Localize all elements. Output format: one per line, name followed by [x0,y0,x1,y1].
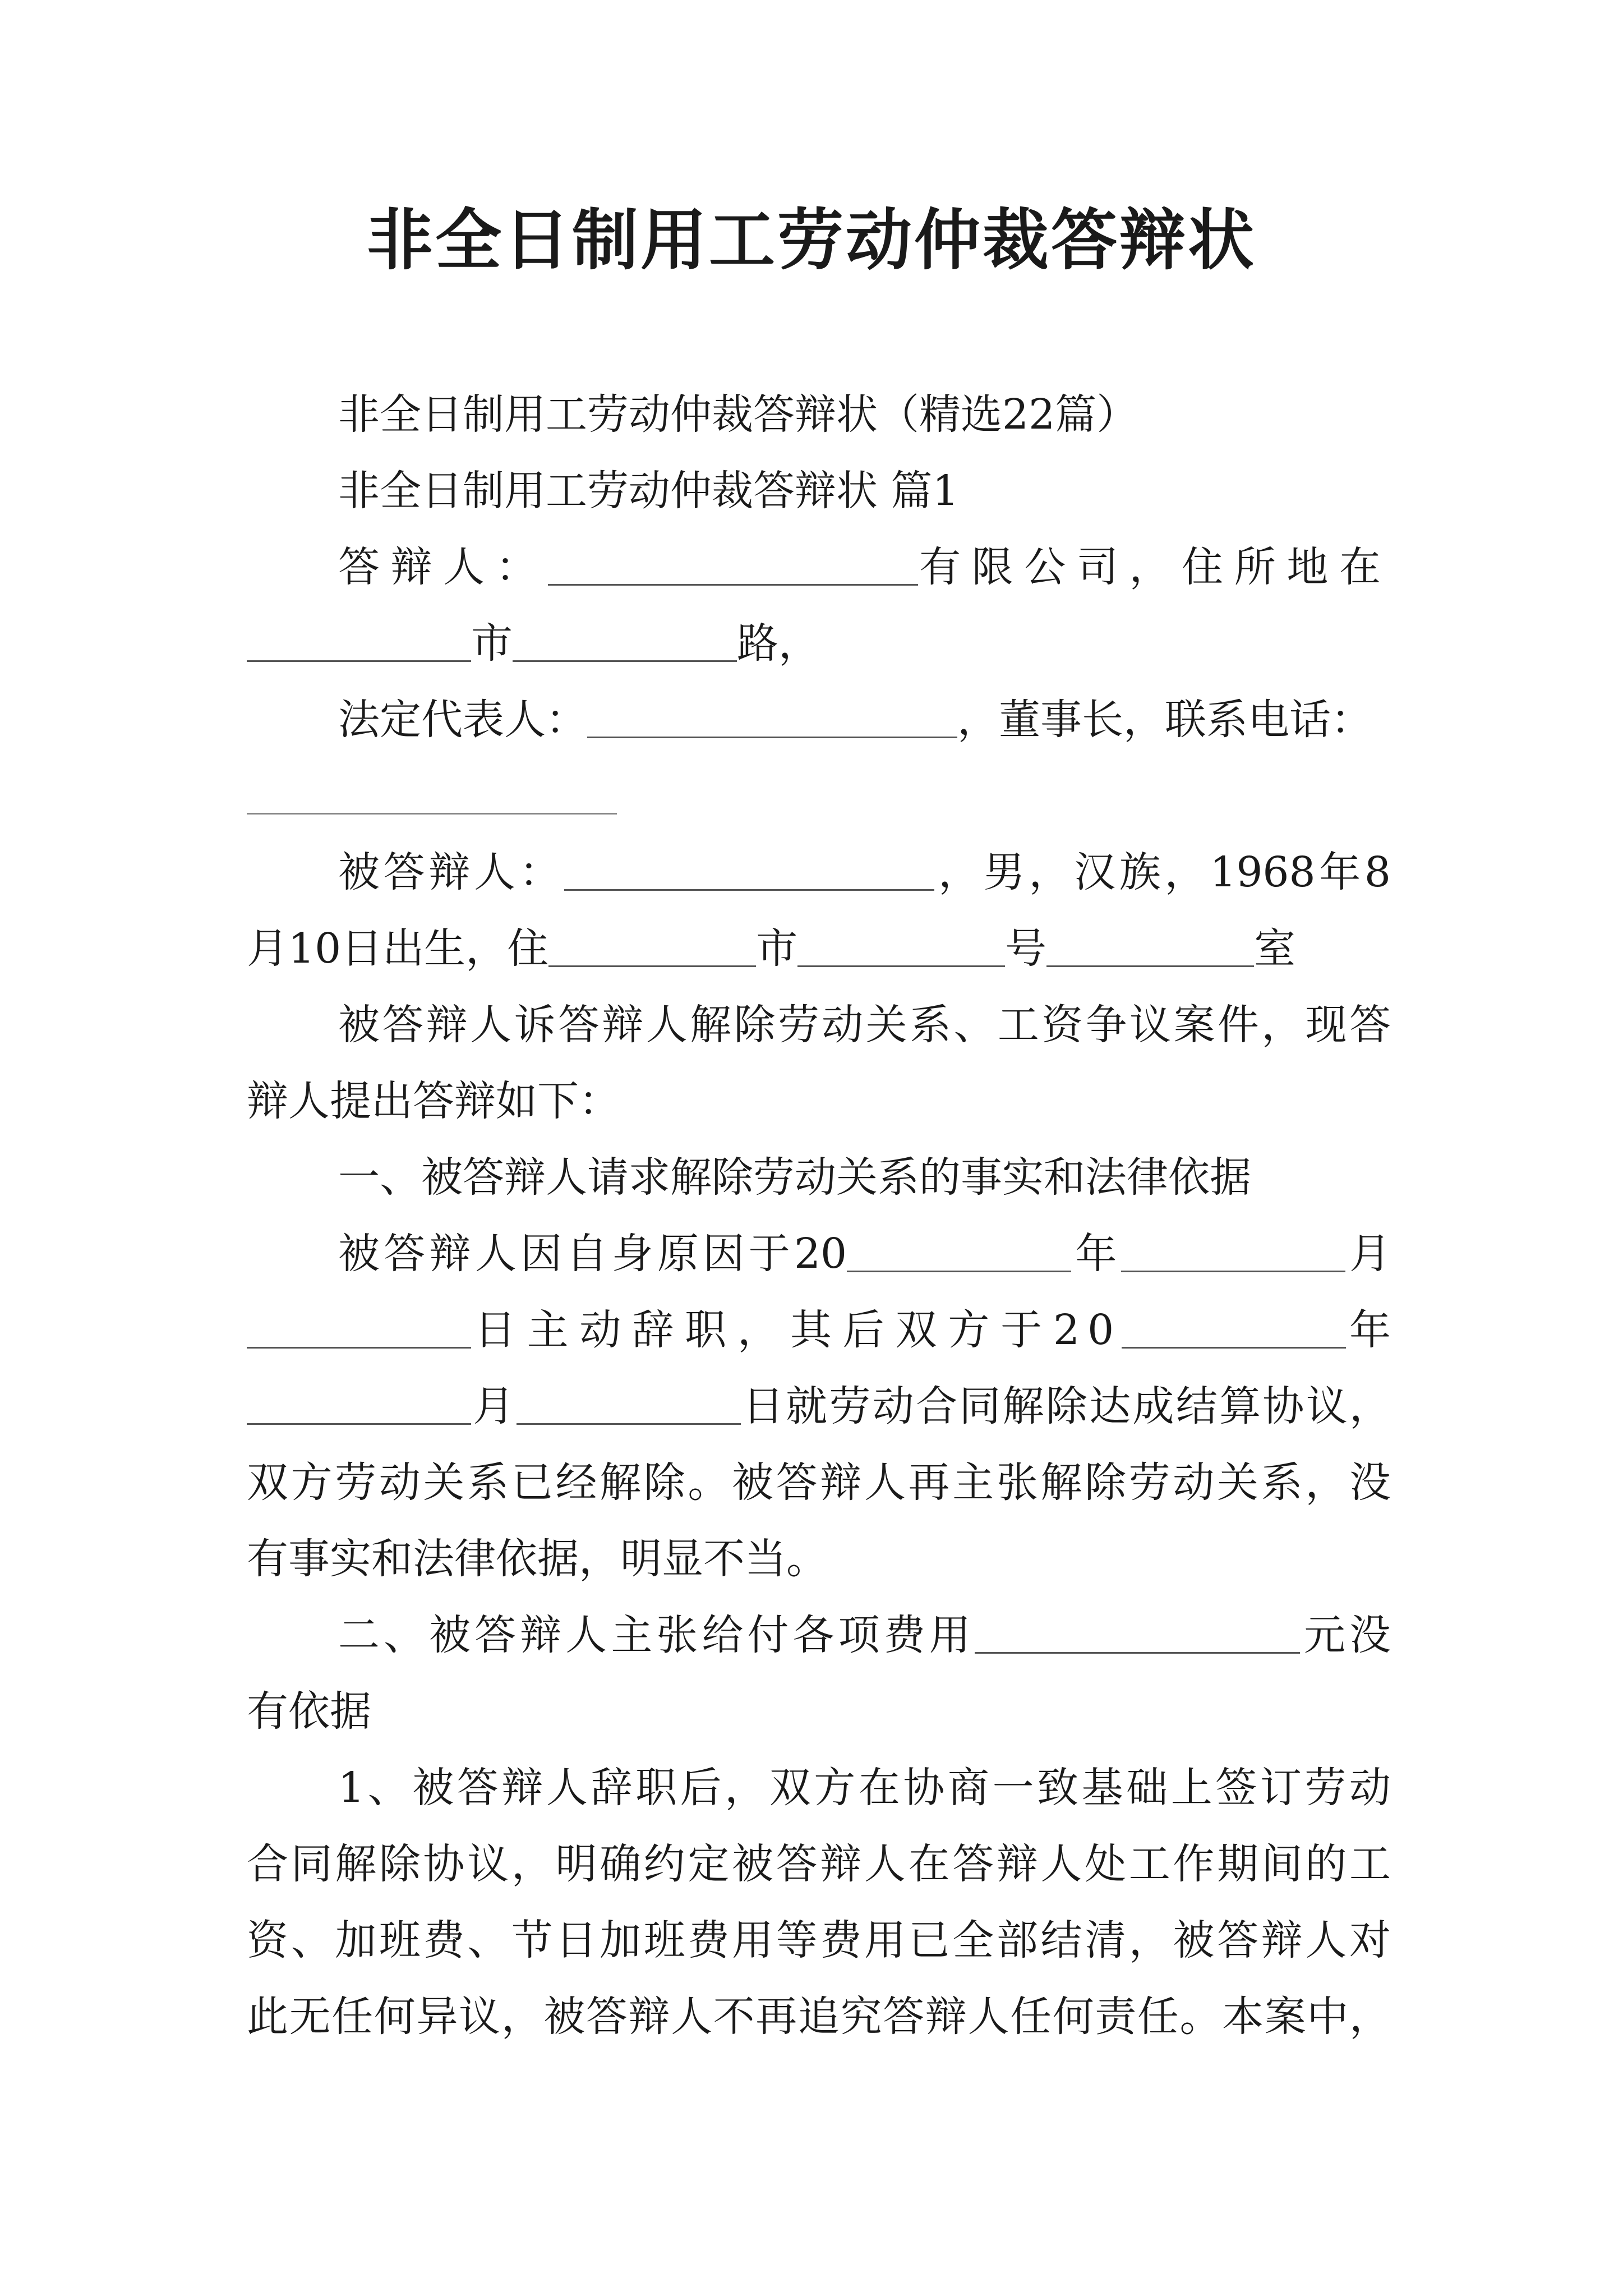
point2-para-line-1: 1、被答辩人辞职后，双方在协商一致基础上签订劳动 [338,1764,1391,1812]
point1-l3a: 月 [471,1382,517,1430]
blank-legal-rep [587,695,957,738]
respondent-road: 路， [737,619,820,668]
subtitle: 非全日制用工劳动仲裁答辩状（精选22篇） [338,390,1138,439]
point1-l1b: 年 [1071,1230,1121,1278]
blank-phone [247,771,617,815]
blank-claimant-name [564,848,934,891]
claimant-city: 市 [756,924,798,973]
point1-line-1 [338,1223,1391,1285]
legal-rep-line [338,689,1391,751]
blank-claimant-city [548,924,756,967]
blank-day-2 [517,1382,741,1425]
point2-heading-b: 元没 [1299,1611,1391,1659]
document-title: 非全日制用工劳动仲裁答辩状 [366,201,1256,279]
blank-claimant-number [797,924,1005,967]
point2-heading-c: 有依据 [247,1687,371,1736]
blank-company [548,542,918,586]
point1-line-5: 有事实和法律依据，明显不当。 [247,1535,828,1583]
claimant-address-line [247,918,1391,979]
claimant-birth: 月10日出生，住 [247,924,549,973]
respondent-label: 答辩人： [338,543,548,591]
blank-year-1 [847,1229,1071,1272]
legal-rep-label: 法定代表人： [338,696,587,744]
legal-rep-role-phone: ，董事长，联系电话： [957,696,1372,744]
blank-amount [975,1611,1300,1654]
point2-heading-a: 二、被答辩人主张给付各项费用 [338,1611,975,1659]
point1-line-3 [247,1375,1391,1437]
point1-l2a: 日主动辞职，其后双方于20 [471,1306,1122,1354]
point1-heading: 一、被答辩人请求解除劳动关系的事实和法律依据 [338,1153,1251,1202]
point1-l2b: 年 [1346,1306,1391,1354]
blank-day-1 [247,1305,471,1349]
point2-para-line-3: 资、加班费、节日加班费用等费用已全部结清，被答辩人对 [247,1916,1391,1964]
blank-month-1 [1121,1229,1345,1272]
blank-month-2 [247,1382,471,1425]
claimant-number: 号 [1005,924,1047,973]
claimant-room: 室 [1254,924,1296,973]
blank-city [247,619,471,662]
claimant-label: 被答辩人： [338,848,565,896]
intro-line-2: 辩人提出答辩如下： [247,1077,620,1125]
point1-l1a: 被答辩人因自身原因于20 [338,1230,847,1278]
point2-heading-line [338,1604,1391,1666]
phone-line [247,765,1391,827]
section-heading: 非全日制用工劳动仲裁答辩状 篇1 [338,467,959,515]
point1-l3b: 日就劳动合同解除达成结算协议， [740,1382,1391,1430]
blank-year-2 [1122,1305,1346,1349]
blank-claimant-room [1046,924,1254,967]
respondent-company-suffix: 有限公司，住所地在 [918,543,1391,591]
claimant-info: ，男，汉族，1968年8 [934,848,1391,896]
respondent-address-line [247,613,1391,674]
claimant-line [338,841,1391,903]
point2-para-line-4: 此无任何异议，被答辩人不再追究答辩人任何责任。本案中， [247,1993,1391,2041]
point1-l1c: 月 [1345,1230,1391,1278]
blank-road [513,619,737,662]
intro-line-1: 被答辩人诉答辩人解除劳动关系、工资争议案件，现答 [338,1001,1391,1049]
point1-line-4: 双方劳动关系已经解除。被答辩人再主张解除劳动关系，没 [247,1458,1391,1507]
respondent-line [338,536,1391,598]
point2-para-line-2: 合同解除协议，明确约定被答辩人在答辩人处工作期间的工 [247,1840,1391,1888]
respondent-city: 市 [471,619,513,668]
point1-line-2 [247,1299,1391,1361]
